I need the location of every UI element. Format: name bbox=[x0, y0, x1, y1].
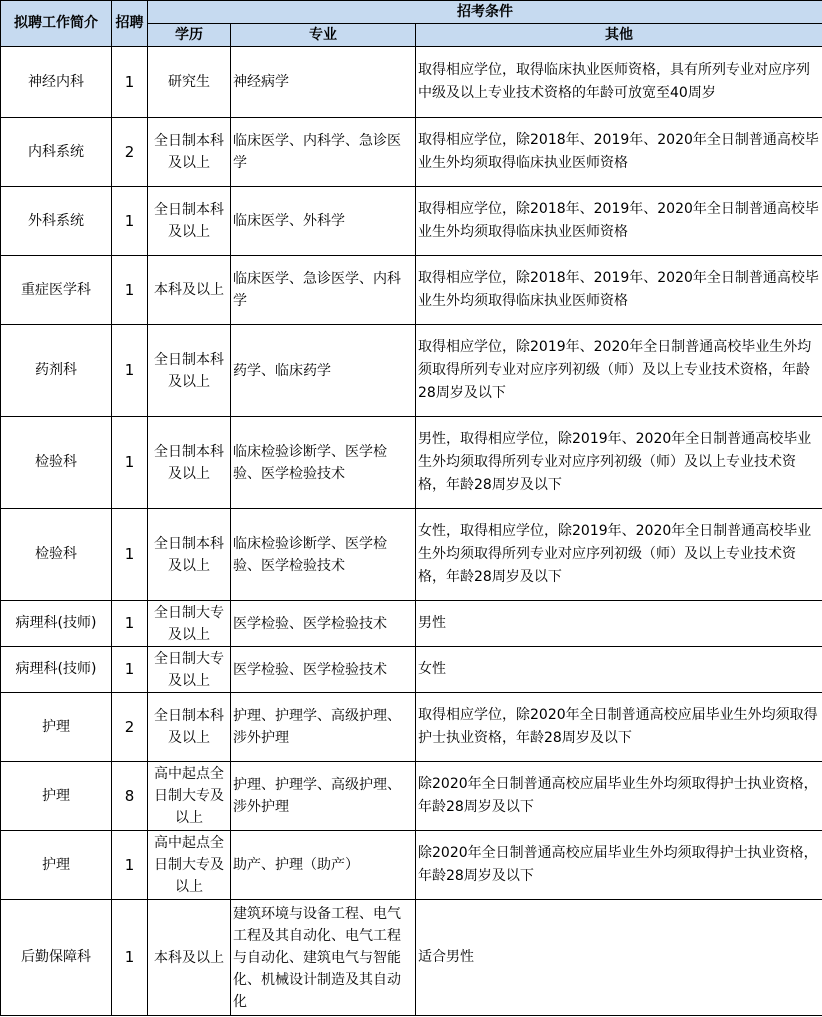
major-cell: 医学检验、医学检验技术 bbox=[231, 601, 416, 647]
education-cell: 高中起点全日制大专及以上 bbox=[148, 762, 231, 831]
position-cell: 神经内科 bbox=[1, 47, 112, 118]
table-row bbox=[1, 647, 822, 693]
position-cell: 药剂科 bbox=[1, 325, 112, 417]
position-cell: 检验科 bbox=[1, 509, 112, 601]
major-cell: 助产、护理（助产） bbox=[231, 831, 416, 900]
education-cell: 全日制大专及以上 bbox=[148, 647, 231, 693]
position-cell: 重症医学科 bbox=[1, 256, 112, 325]
other-cell: 取得相应学位，除2019年、2020年全日制普通高校毕业生外均须取得所列专业对应序列初级（师）及以上专业技术资格，年龄28周岁及以下 bbox=[416, 325, 822, 417]
education-cell: 本科及以上 bbox=[148, 900, 231, 1016]
count-cell: 8 bbox=[112, 762, 148, 831]
position-cell: 病理科(技师) bbox=[1, 647, 112, 693]
table-row bbox=[1, 325, 822, 417]
table-row bbox=[1, 900, 822, 1016]
other-cell: 适合男性 bbox=[416, 900, 822, 1016]
table-row bbox=[1, 762, 822, 831]
other-cell: 除2020年全日制普通高校应届毕业生外均须取得护士执业资格，年龄28周岁及以下 bbox=[416, 762, 822, 831]
education-cell: 研究生 bbox=[148, 47, 231, 118]
position-cell: 护理 bbox=[1, 693, 112, 762]
count-cell: 1 bbox=[112, 900, 148, 1016]
major-cell: 神经病学 bbox=[231, 47, 416, 118]
position-cell: 后勤保障科 bbox=[1, 900, 112, 1016]
position-cell: 护理 bbox=[1, 831, 112, 900]
count-cell: 1 bbox=[112, 647, 148, 693]
other-cell: 女性 bbox=[416, 647, 822, 693]
header-row-1 bbox=[1, 1, 822, 24]
count-cell: 1 bbox=[112, 325, 148, 417]
education-cell: 全日制本科及以上 bbox=[148, 325, 231, 417]
position-cell: 检验科 bbox=[1, 417, 112, 509]
count-cell: 1 bbox=[112, 831, 148, 900]
header-education: 学历 bbox=[148, 24, 231, 47]
major-cell: 药学、临床药学 bbox=[231, 325, 416, 417]
header-other: 其他 bbox=[416, 24, 822, 47]
other-cell: 取得相应学位，除2018年、2019年、2020年全日制普通高校毕业生外均须取得临床执业医师资格 bbox=[416, 256, 822, 325]
major-cell: 护理、护理学、高级护理、涉外护理 bbox=[231, 762, 416, 831]
count-cell: 2 bbox=[112, 118, 148, 187]
other-cell: 取得相应学位，除2018年、2019年、2020年全日制普通高校毕业生外均须取得临床执业医师资格 bbox=[416, 118, 822, 187]
header-recruit: 招聘 bbox=[112, 1, 148, 47]
position-cell: 外科系统 bbox=[1, 187, 112, 256]
major-cell: 临床医学、急诊医学、内科学 bbox=[231, 256, 416, 325]
position-cell: 护理 bbox=[1, 762, 112, 831]
position-cell: 内科系统 bbox=[1, 118, 112, 187]
header-position: 拟聘工作简介 bbox=[1, 1, 112, 47]
position-cell: 病理科(技师) bbox=[1, 601, 112, 647]
education-cell: 全日制本科及以上 bbox=[148, 187, 231, 256]
table-row bbox=[1, 47, 822, 118]
count-cell: 1 bbox=[112, 47, 148, 118]
major-cell: 医学检验、医学检验技术 bbox=[231, 647, 416, 693]
major-cell: 临床检验诊断学、医学检验、医学检验技术 bbox=[231, 509, 416, 601]
count-cell: 1 bbox=[112, 417, 148, 509]
table-row bbox=[1, 417, 822, 509]
count-cell: 1 bbox=[112, 187, 148, 256]
major-cell: 临床医学、外科学 bbox=[231, 187, 416, 256]
table-row bbox=[1, 693, 822, 762]
count-cell: 1 bbox=[112, 256, 148, 325]
other-cell: 女性，取得相应学位，除2019年、2020年全日制普通高校毕业生外均须取得所列专业对应序列初级（师）及以上专业技术资格，年龄28周岁及以下 bbox=[416, 509, 822, 601]
other-cell: 男性，取得相应学位，除2019年、2020年全日制普通高校毕业生外均须取得所列专业对应序列初级（师）及以上专业技术资格，年龄28周岁及以下 bbox=[416, 417, 822, 509]
table-row bbox=[1, 509, 822, 601]
count-cell: 1 bbox=[112, 509, 148, 601]
major-cell: 临床医学、内科学、急诊医学 bbox=[231, 118, 416, 187]
education-cell: 全日制大专及以上 bbox=[148, 601, 231, 647]
education-cell: 全日制本科及以上 bbox=[148, 118, 231, 187]
other-cell: 取得相应学位，除2020年全日制普通高校应届毕业生外均须取得护士执业资格，年龄28周岁及以下 bbox=[416, 693, 822, 762]
other-cell: 男性 bbox=[416, 601, 822, 647]
education-cell: 全日制本科及以上 bbox=[148, 417, 231, 509]
table-row bbox=[1, 256, 822, 325]
other-cell: 除2020年全日制普通高校应届毕业生外均须取得护士执业资格，年龄28周岁及以下 bbox=[416, 831, 822, 900]
education-cell: 全日制本科及以上 bbox=[148, 509, 231, 601]
education-cell: 本科及以上 bbox=[148, 256, 231, 325]
count-cell: 2 bbox=[112, 693, 148, 762]
major-cell: 建筑环境与设备工程、电气工程及其自动化、电气工程与自动化、建筑电气与智能化、机械设计制造及其自动化 bbox=[231, 900, 416, 1016]
header-conditions: 招考条件 bbox=[148, 1, 822, 24]
major-cell: 护理、护理学、高级护理、涉外护理 bbox=[231, 693, 416, 762]
table-row bbox=[1, 601, 822, 647]
other-cell: 取得相应学位，除2018年、2019年、2020年全日制普通高校毕业生外均须取得临床执业医师资格 bbox=[416, 187, 822, 256]
header-major: 专业 bbox=[231, 24, 416, 47]
education-cell: 高中起点全日制大专及以上 bbox=[148, 831, 231, 900]
other-cell: 取得相应学位，取得临床执业医师资格，具有所列专业对应序列中级及以上专业技术资格的年龄可放宽至40周岁 bbox=[416, 47, 822, 118]
count-cell: 1 bbox=[112, 601, 148, 647]
table-row bbox=[1, 831, 822, 900]
table-row bbox=[1, 118, 822, 187]
major-cell: 临床检验诊断学、医学检验、医学检验技术 bbox=[231, 417, 416, 509]
table-row bbox=[1, 187, 822, 256]
education-cell: 全日制本科及以上 bbox=[148, 693, 231, 762]
